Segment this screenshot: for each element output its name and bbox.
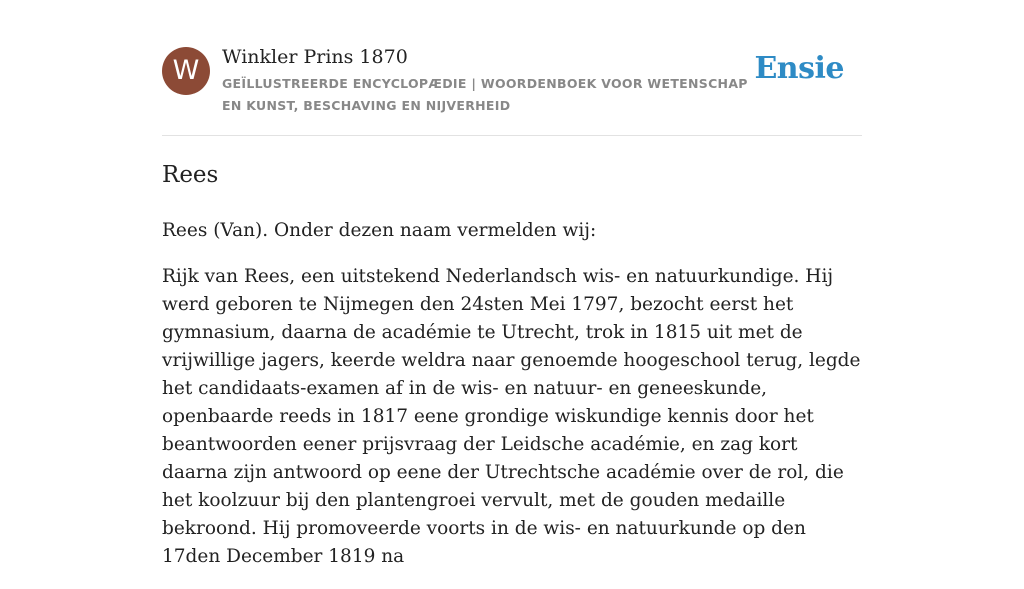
article-paragraph: Rees (Van). Onder dezen naam vermelden wij: [162,220,597,241]
article-title: Rees [162,162,219,188]
ensie-logo-link[interactable]: Ensie [754,51,844,86]
article [162,155,862,589]
source-subtitle: GEÏLLUSTREERDE ENCYCLOPÆDIE | WOORDENBOEK VOOR WETENSCHAP EN KUNST, BESCHAVING EN NIJVERHEID [222,76,748,113]
source-header [162,42,862,136]
article-paragraph: Rijk van Rees, een uitstekend Nederlandsch wis- en natuurkundige. Hij werd geboren te Nijmegen den 24sten Mei 1797, bezocht eerst het gymnasium, daarna de académie te Utrecht, trok in 1815 uit met de vrijwillige jagers, keerde weldra naar genoemde hoogeschool terug, legde het candidaats-examen af in de wis- en natuur- en geneeskunde, openbaarde reeds in 1817 eene grondige wiskundige kennis door het beantwoorden eener prijsvraag der Leidsche académie, en zag kort daarna zijn antwoord op eene der Utrechtsche académie over de rol, die het koolzuur bij den plantengroei vervult, met de gouden medaille bekroond. Hij promoveerde voorts in de wis- en natuurkunde op den 17den December 1819 na [162,266,861,567]
source-avatar[interactable]: W [162,47,210,95]
source-title[interactable]: Winkler Prins 1870 [222,46,408,68]
